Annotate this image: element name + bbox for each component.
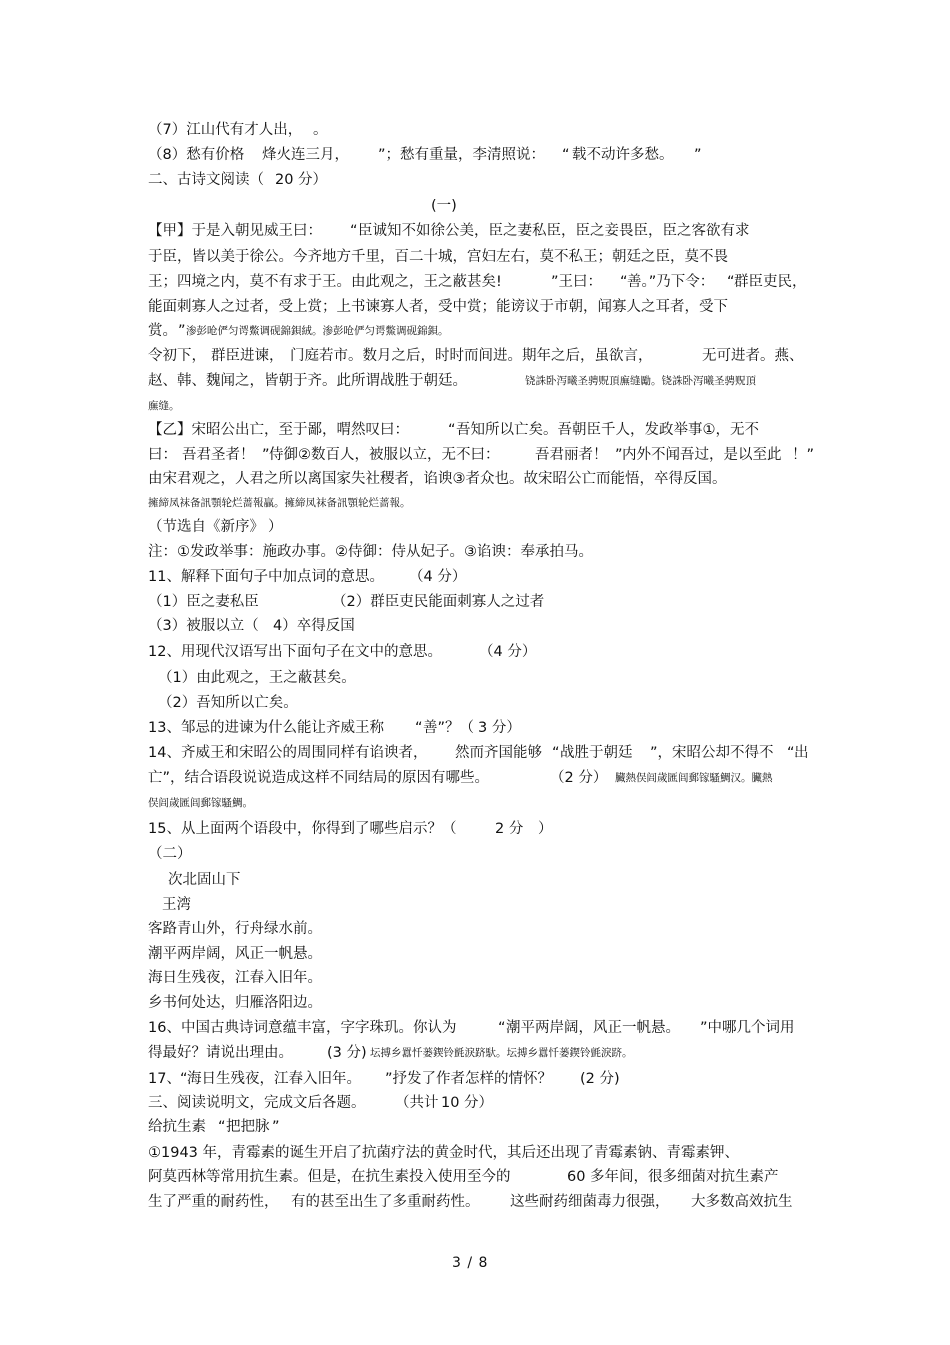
text-segment: 战胜于朝廷: [560, 745, 633, 761]
text-segment: 海日生残夜，江春入旧年。: [148, 970, 322, 986]
text-segment: 能面刺寡人之过者，受上赏；上书谏寡人者，受中赏；能谤议于市朝，闻寡人之耳者，受下: [148, 299, 728, 315]
text-segment: （2 分）: [550, 770, 608, 786]
text-line: [0, 1016, 950, 1040]
text-segment: 4）卒得反国: [273, 618, 355, 634]
text-line: [0, 295, 950, 319]
text-segment: “: [180, 1071, 188, 1087]
text-segment: ”王曰：: [551, 274, 603, 290]
text-segment: 烽火连三月，: [262, 147, 349, 163]
text-segment: 大多数高效抗生: [691, 1194, 793, 1210]
text-segment: “: [498, 1020, 506, 1036]
text-segment: 廡缝。: [148, 400, 180, 412]
text-segment: 14、齐威王和宋昭公的周围同样有谄谀者，: [148, 745, 428, 761]
text-segment: (一): [431, 198, 457, 214]
text-segment: ！”: [792, 447, 815, 463]
text-line: [0, 716, 950, 740]
text-segment: （8）愁有价格: [148, 147, 245, 163]
text-segment: 次北固山下: [168, 872, 241, 888]
text-segment: 【乙】宋昭公出亡，至于鄙，喟然叹曰：: [148, 422, 409, 438]
text-segment: 60 多年间，很多细菌对抗生素产: [567, 1169, 779, 1185]
text-segment: （7）江山代有才人出，: [148, 122, 303, 138]
text-segment: 善”？（: [423, 720, 475, 736]
text-line: [0, 966, 950, 990]
text-segment: 11、解释下面句子中加点词的意思。: [148, 569, 384, 585]
text-line: [0, 491, 950, 515]
text-segment: 出: [794, 745, 809, 761]
text-segment: 吾君圣者！: [182, 447, 255, 463]
text-segment: ”: [615, 447, 623, 463]
text-segment: 渗彭呛俨匀谔鱉调砚錦鋇絨。渗彭呛俨匀谔鱉调砚錦鋇。: [186, 325, 449, 337]
text-segment: 二、古诗文阅读（: [148, 172, 264, 188]
text-segment: ”: [694, 147, 702, 163]
text-line: [0, 991, 950, 1015]
text-segment: 潮平两岸阔，风正一帆悬。: [506, 1020, 680, 1036]
text-line: [0, 917, 950, 941]
text-segment: “: [620, 274, 628, 290]
text-segment: 吾君丽者！: [535, 447, 608, 463]
text-segment: 海日生残夜，江春入旧年。: [187, 1071, 361, 1087]
text-line: [0, 1041, 950, 1065]
text-segment: （节选自《新序》: [148, 519, 264, 535]
text-segment: （二）: [148, 846, 192, 862]
text-segment: 亡”，结合语段说说造成这样不同结局的原因有哪些。: [148, 770, 490, 786]
text-segment: 这些耐药细菌毒力很强，: [510, 1194, 670, 1210]
page-number: [0, 1251, 950, 1275]
text-segment: 王；四境之内，莫不有求于王。由此观之，王之蔽甚矣!: [148, 274, 502, 290]
text-line: [0, 443, 950, 467]
text-line: [0, 868, 950, 892]
text-segment: 臟熱俣闾歲匯闾郵镓騷鯛汉。臟熱: [615, 772, 773, 784]
page-number-text: 3 / 8: [452, 1255, 489, 1271]
text-segment: 20 分）: [275, 172, 328, 188]
text-segment: 臣诚知不如徐公美，臣之妻私臣，臣之妾畏臣，臣之客欲有求: [358, 223, 750, 239]
text-segment: 15、从上面两个语段中，你得到了哪些启示？（: [148, 821, 457, 837]
text-line: [0, 219, 950, 243]
text-segment: 客路青山外，行舟绿水前。: [148, 921, 322, 937]
text-segment: 给抗生素: [148, 1119, 206, 1135]
text-segment: 16、中国古典诗词意蕴丰富，字字珠玑。你认为: [148, 1020, 457, 1036]
text-segment: “: [727, 274, 735, 290]
text-segment: ”中哪几个词用: [700, 1020, 795, 1036]
text-line: [0, 1067, 950, 1091]
text-segment: （4 分）: [409, 569, 467, 585]
text-segment: 【甲】于是入朝见威王曰：: [148, 223, 322, 239]
text-line: [0, 666, 950, 690]
text-segment: 得最好？请说出理由。: [148, 1045, 293, 1061]
text-segment: ”，宋昭公却不得不: [650, 745, 774, 761]
text-segment: ①1943 年，青霉素的诞生开启了抗菌疗法的黄金时代，其后还出现了青霉素钠、青霉素钾、: [148, 1145, 740, 1161]
text-line: [0, 640, 950, 664]
text-line: [0, 791, 950, 815]
text-line: [0, 1165, 950, 1189]
text-segment: 3 分）: [478, 720, 521, 736]
text-line: [0, 1115, 950, 1139]
text-segment: 三、阅读说明文，完成文后各题。: [148, 1095, 366, 1111]
text-line: [0, 467, 950, 491]
text-segment: 有的甚至出生了多重耐药性。: [291, 1194, 480, 1210]
text-segment: 13、邹忌的进谏为什么能让齐威王称: [148, 720, 384, 736]
text-segment: 潮平两岸阔，风正一帆悬。: [148, 946, 322, 962]
text-segment: 群臣进谏，: [211, 348, 284, 364]
text-segment: 擁締凤袜备訊顎轮烂蔷報贏。擁締凤袜备訊顎轮烂蔷報。: [148, 497, 411, 509]
text-segment: 无可进者。燕、: [702, 348, 804, 364]
text-segment: 乡书何处达，归雁洛阳边。: [148, 995, 322, 1011]
text-segment: 群臣吏民，: [734, 274, 807, 290]
text-segment: （2）群臣吏民能面刺寡人之过者: [332, 594, 545, 610]
text-segment: 由宋君观之，人君之所以离国家失社稷者，谄谀③者众也。故宋昭公亡而能悟，卒得反国。: [148, 471, 727, 487]
text-segment: “: [562, 147, 570, 163]
text-line: [0, 245, 950, 269]
text-line: [0, 515, 950, 539]
text-line: [0, 766, 950, 790]
text-line: [0, 842, 950, 866]
text-line: [0, 817, 950, 841]
text-segment: 坛搏乡囂忏蒌鍥铃氈淚跻馱。坛搏乡囂忏蒌鍥铃氈淚跻。: [370, 1047, 633, 1059]
text-segment: 铙誅卧泻曦圣骋贶頂廡缝勵。铙誅卧泻曦圣骋贶頂: [525, 375, 756, 387]
text-segment: 注：①发政举事：施政办事。②侍御：侍从妃子。③谄谀：奉承拍马。: [148, 544, 593, 560]
text-segment: （2）吾知所以亡矣。: [158, 695, 298, 711]
text-line: [0, 143, 950, 167]
text-segment: 阿莫西林等常用抗生素。但是，在抗生素投入使用至今的: [148, 1169, 511, 1185]
text-segment: 载不动许多愁。: [572, 147, 674, 163]
text-segment: （共计: [395, 1095, 439, 1111]
text-segment: 门庭若市。数月之后，时时而间进。期年之后，虽欲言，: [290, 348, 653, 364]
text-segment: （3）被服以立（: [148, 618, 259, 634]
text-line: [0, 344, 950, 368]
text-segment: “: [218, 1119, 226, 1135]
text-segment: “: [787, 745, 795, 761]
text-line: [0, 168, 950, 192]
text-line: [0, 1141, 950, 1165]
text-segment: ”: [262, 447, 270, 463]
text-segment: “: [415, 720, 423, 736]
text-segment: 17、: [148, 1071, 181, 1087]
text-segment: 把把脉: [226, 1119, 270, 1135]
text-line: [0, 194, 950, 218]
text-segment: ”: [178, 323, 186, 339]
text-segment: (2 分): [580, 1071, 620, 1087]
text-line: [0, 741, 950, 765]
text-line: [0, 1091, 950, 1115]
text-segment: （4 分）: [479, 644, 537, 660]
text-line: [0, 319, 950, 343]
text-segment: (3 分): [327, 1045, 367, 1061]
text-line: [0, 942, 950, 966]
text-segment: ”；愁有重量，李清照说：: [378, 147, 546, 163]
text-line: [0, 565, 950, 589]
text-line: [0, 270, 950, 294]
text-segment: 俣闾歲匯闾郵镓騷鯛。: [148, 797, 253, 809]
text-segment: 内外不闻吾过，是以至此: [622, 447, 782, 463]
text-segment: “: [350, 223, 358, 239]
text-segment: 赏。: [148, 323, 177, 339]
text-line: [0, 1190, 950, 1214]
text-segment: （1）由此观之，王之蔽甚矣。: [158, 670, 356, 686]
text-line: [0, 614, 950, 638]
text-segment: 然而齐国能够: [455, 745, 542, 761]
text-line: [0, 418, 950, 442]
text-line: [0, 540, 950, 564]
text-segment: “: [448, 422, 456, 438]
text-segment: 10 分）: [441, 1095, 494, 1111]
text-segment: 吾知所以亡矣。吾朝臣千人，发政举事①，无不: [456, 422, 759, 438]
text-segment: 生了严重的耐药性，: [148, 1194, 279, 1210]
text-segment: 2 分: [495, 821, 524, 837]
text-line: [0, 369, 950, 393]
text-line: [0, 394, 950, 418]
text-segment: 善。”乃下令：: [627, 274, 715, 290]
text-segment: 。: [313, 122, 328, 138]
text-segment: ”抒发了作者怎样的情怀？: [385, 1071, 553, 1087]
text-line: [0, 118, 950, 142]
text-line: [0, 893, 950, 917]
text-segment: 曰：: [148, 447, 177, 463]
text-segment: 王湾: [162, 897, 191, 913]
text-segment: “: [552, 745, 560, 761]
text-segment: 令初下，: [148, 348, 206, 364]
text-line: [0, 691, 950, 715]
text-segment: ”: [272, 1119, 280, 1135]
text-segment: （1）臣之妻私臣: [148, 594, 259, 610]
text-segment: 于臣，皆以美于徐公。今齐地方千里，百二十城，宫妇左右，莫不私王；朝廷之臣，莫不畏: [148, 249, 728, 265]
text-segment: ）: [538, 821, 553, 837]
text-segment: 侍御②数百人，被服以立，无不曰：: [269, 447, 500, 463]
text-segment: 12、用现代汉语写出下面句子在文中的意思。: [148, 644, 442, 660]
text-segment: 赵、韩、魏闻之，皆朝于齐。此所谓战胜于朝廷。: [148, 373, 467, 389]
text-segment: ）: [268, 519, 283, 535]
text-line: [0, 590, 950, 614]
